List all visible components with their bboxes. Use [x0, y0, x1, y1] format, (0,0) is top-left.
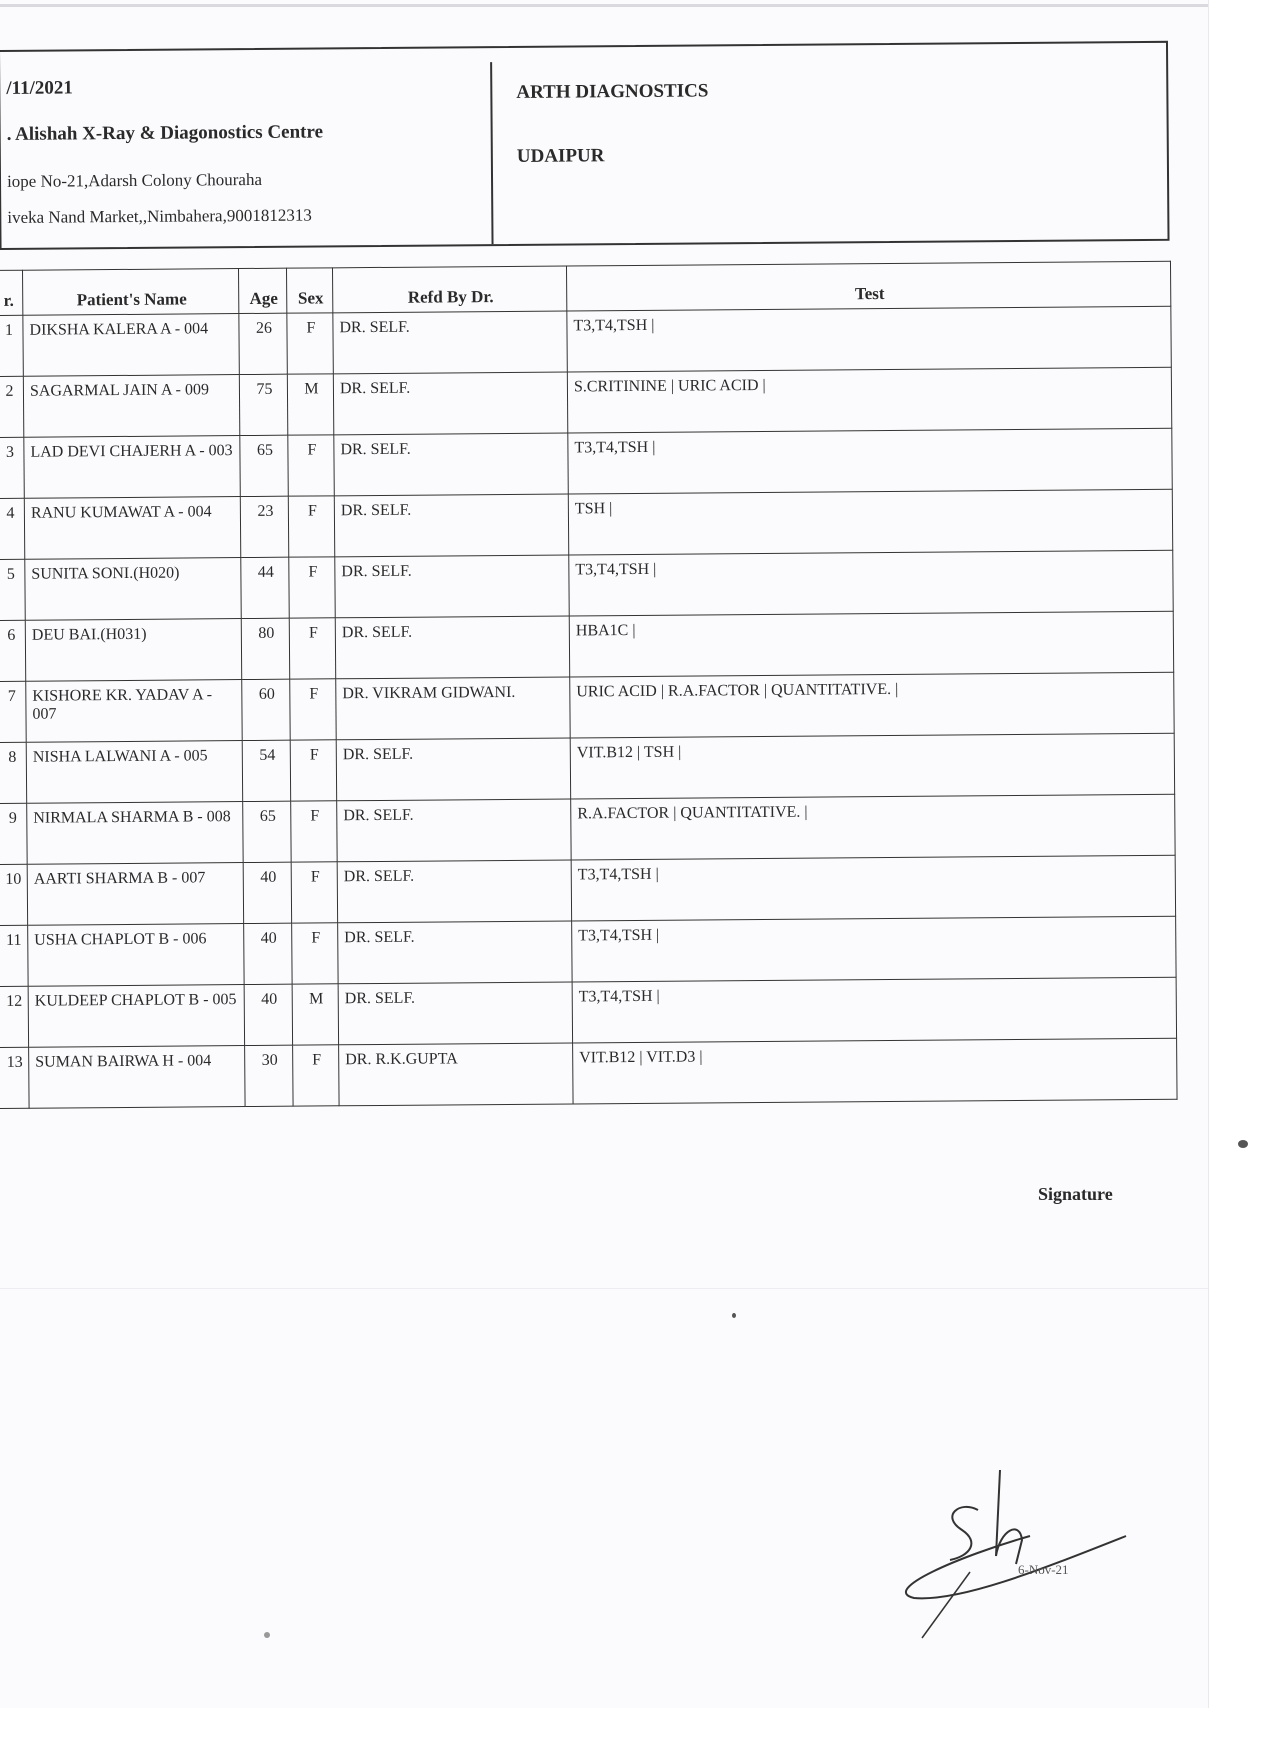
centre-name: . Alishah X-Ray & Diagonostics Centre [6, 121, 324, 145]
lab-city: UDAIPUR [516, 145, 605, 167]
cell-sr: 1 [0, 315, 23, 376]
cell-tests: URIC ACID | R.A.FACTOR | QUANTITATIVE. | [570, 672, 1174, 738]
paper-top-edge [0, 4, 1208, 7]
cell-tests: TSH | [568, 489, 1172, 555]
cell-referring-doctor: DR. SELF. [337, 860, 571, 923]
cell-tests: HBA1C | [569, 611, 1173, 677]
cell-referring-doctor: DR. VIKRAM GIDWANI. [336, 677, 570, 740]
column-header-test: Test [566, 261, 1170, 311]
cell-sex: F [288, 435, 334, 496]
cell-age: 44 [241, 557, 289, 618]
cell-sr: 8 [0, 742, 27, 803]
cell-age: 80 [241, 618, 289, 679]
cell-referring-doctor: DR. SELF. [336, 738, 570, 801]
table-row [0, 1038, 1177, 1108]
table-row [0, 855, 1176, 925]
cell-patient-name: AARTI SHARMA B - 007 [27, 863, 243, 926]
cell-patient-name: USHA CHAPLOT B - 006 [28, 924, 244, 987]
cell-sex: F [292, 923, 338, 984]
cell-sex: M [287, 374, 333, 435]
cell-sex: F [290, 740, 336, 801]
cell-sex: F [291, 862, 337, 923]
cell-tests: R.A.FACTOR | QUANTITATIVE. | [571, 794, 1175, 860]
cell-referring-doctor: DR. R.K.GUPTA [339, 1043, 573, 1106]
cell-tests: T3,T4,TSH | [567, 306, 1171, 372]
cell-tests: T3,T4,TSH | [571, 855, 1175, 921]
cell-sr: 7 [0, 681, 26, 742]
patient-rows [0, 306, 1177, 1108]
cell-sr: 5 [0, 559, 25, 620]
cell-sex: F [291, 801, 337, 862]
cell-referring-doctor: DR. SELF. [334, 433, 568, 496]
table-row [0, 367, 1172, 437]
cell-patient-name: SAGARMAL JAIN A - 009 [23, 375, 239, 438]
cell-sex: F [288, 496, 334, 557]
cell-age: 60 [242, 679, 290, 740]
cell-age: 23 [240, 496, 288, 557]
cell-tests: VIT.B12 | VIT.D3 | [573, 1038, 1177, 1104]
cell-referring-doctor: DR. SELF. [333, 311, 567, 374]
table-row [0, 916, 1176, 986]
scan-speck [1238, 1140, 1248, 1148]
cell-age: 40 [243, 862, 291, 923]
cell-sr: 11 [0, 925, 28, 986]
scan-speck [732, 1313, 736, 1318]
table-row [0, 733, 1175, 803]
cell-sr: 9 [0, 803, 27, 864]
cell-referring-doctor: DR. SELF. [338, 921, 572, 984]
table-row [0, 794, 1175, 864]
cell-patient-name: NIRMALA SHARMA B - 008 [27, 802, 243, 865]
centre-address-line1: iope No-21,Adarsh Colony Chouraha [6, 169, 263, 191]
cell-patient-name: DEU BAI.(H031) [25, 619, 241, 682]
cell-referring-doctor: DR. SELF. [338, 982, 572, 1045]
cell-age: 75 [239, 374, 287, 435]
cell-sr: 4 [0, 498, 25, 559]
cell-age: 40 [244, 923, 292, 984]
cell-sex: F [289, 557, 335, 618]
cell-sex: F [287, 313, 333, 374]
paper-fold-line [0, 1288, 1208, 1289]
cell-sr: 10 [0, 864, 28, 925]
column-header-refd-by: Refd By Dr. [332, 266, 566, 313]
patient-test-table [0, 261, 1178, 1109]
cell-patient-name: LAD DEVI CHAJERH A - 003 [24, 436, 240, 499]
cell-patient-name: SUMAN BAIRWA H - 004 [29, 1046, 245, 1109]
cell-sex: F [293, 1045, 339, 1106]
cell-patient-name: KULDEEP CHAPLOT B - 005 [28, 985, 244, 1048]
column-header-name: Patient's Name [23, 269, 239, 316]
column-header-sr: r. [0, 270, 23, 315]
scan-speck [264, 1632, 270, 1638]
cell-age: 40 [244, 984, 292, 1045]
cell-tests: T3,T4,TSH | [568, 428, 1172, 494]
cell-tests: T3,T4,TSH | [572, 977, 1176, 1043]
cell-sr: 12 [0, 986, 29, 1047]
cell-patient-name: KISHORE KR. YADAV A - 007 [26, 680, 242, 743]
header-box [0, 41, 1170, 250]
cell-age: 30 [245, 1045, 293, 1106]
cell-referring-doctor: DR. SELF. [337, 799, 571, 862]
cell-tests: S.CRITININE | URIC ACID | [567, 367, 1171, 433]
cell-sex: M [292, 984, 338, 1045]
cell-age: 65 [243, 801, 291, 862]
table-row [0, 611, 1174, 681]
cell-sex: F [289, 618, 335, 679]
column-header-age: Age [238, 268, 286, 313]
cell-referring-doctor: DR. SELF. [333, 372, 567, 435]
lab-name: ARTH DIAGNOSTICS [516, 80, 709, 103]
cell-referring-doctor: DR. SELF. [334, 494, 568, 557]
cell-sex: F [290, 679, 336, 740]
cell-tests: T3,T4,TSH | [569, 550, 1173, 616]
signature-date: 6-Nov-21 [1018, 1562, 1069, 1577]
signature-label: Signature [1038, 1184, 1113, 1204]
cell-age: 26 [239, 313, 287, 374]
column-header-sex: Sex [286, 268, 332, 313]
table-row [0, 672, 1174, 742]
table-row [0, 489, 1173, 559]
cell-referring-doctor: DR. SELF. [335, 555, 569, 618]
table-row [0, 428, 1172, 498]
report-date: /11/2021 [6, 77, 73, 99]
cell-age: 65 [240, 435, 288, 496]
centre-address-line2: iveka Nand Market,,Nimbahera,9001812313 [7, 205, 312, 227]
cell-sr: 3 [0, 437, 24, 498]
cell-patient-name: NISHA LALWANI A - 005 [26, 741, 242, 804]
table-row [0, 977, 1177, 1047]
cell-sr: 13 [0, 1047, 29, 1108]
table-row [0, 306, 1171, 376]
cell-patient-name: RANU KUMAWAT A - 004 [24, 497, 240, 560]
patient-table-wrapper [0, 261, 1177, 1109]
cell-referring-doctor: DR. SELF. [335, 616, 569, 679]
cell-age: 54 [242, 740, 290, 801]
cell-sr: 2 [0, 376, 24, 437]
table-row [0, 550, 1173, 620]
cell-patient-name: SUNITA SONI.(H020) [25, 558, 241, 621]
cell-sr: 6 [0, 620, 26, 681]
cell-tests: T3,T4,TSH | [572, 916, 1176, 982]
cell-patient-name: DIKSHA KALERA A - 004 [23, 314, 239, 377]
cell-tests: VIT.B12 | TSH | [570, 733, 1174, 799]
